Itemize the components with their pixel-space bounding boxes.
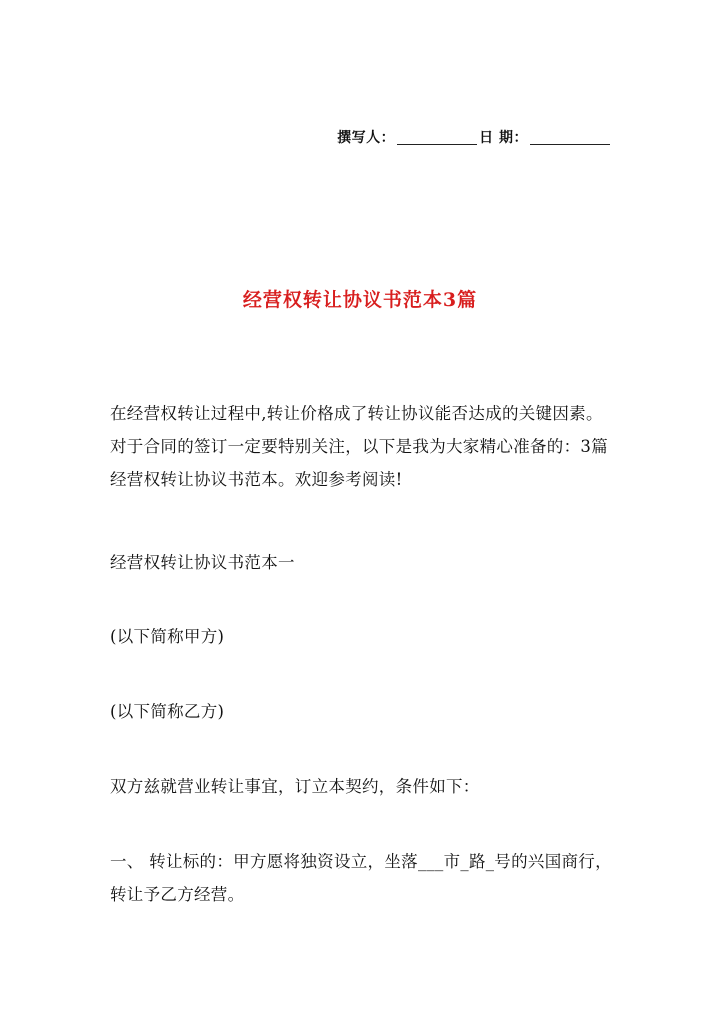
intro-paragraph (110, 397, 612, 496)
document-title: 经营权转让协议书范本3篇 (242, 289, 478, 311)
intro-line: 对于合同的签订一定要特别关注，以下是我为大家精心准备的：3篇 (110, 437, 608, 456)
clause-line: 一、 转让标的：甲方愿将独资设立，坐落___市_路_号的兴国商行， (110, 852, 612, 871)
intro-line: 经营权转让协议书范本。欢迎参考阅读! (110, 470, 403, 489)
party-b-text: (以下简称乙方) (110, 702, 225, 721)
date-blank (530, 130, 610, 145)
intro-line: 在经营权转让过程中,转让价格成了转让协议能否达成的关键因素。 (110, 404, 603, 423)
agreement-intro (110, 770, 612, 803)
section-heading-text: 经营权转让协议书范本一 (110, 553, 295, 572)
author-date-line (337, 127, 612, 147)
agreement-intro-text: 双方兹就营业转让事宜，订立本契约，条件如下： (110, 777, 480, 796)
section-heading (110, 546, 612, 579)
party-a (110, 620, 612, 653)
author-blank (397, 130, 477, 145)
author-label: 撰写人： (337, 130, 396, 146)
party-a-text: (以下简称甲方) (110, 627, 225, 646)
party-b (110, 695, 612, 728)
clause-line: 转让予乙方经营。 (110, 885, 245, 904)
clause-1 (110, 845, 612, 911)
date-label: 日 期： (479, 130, 528, 146)
